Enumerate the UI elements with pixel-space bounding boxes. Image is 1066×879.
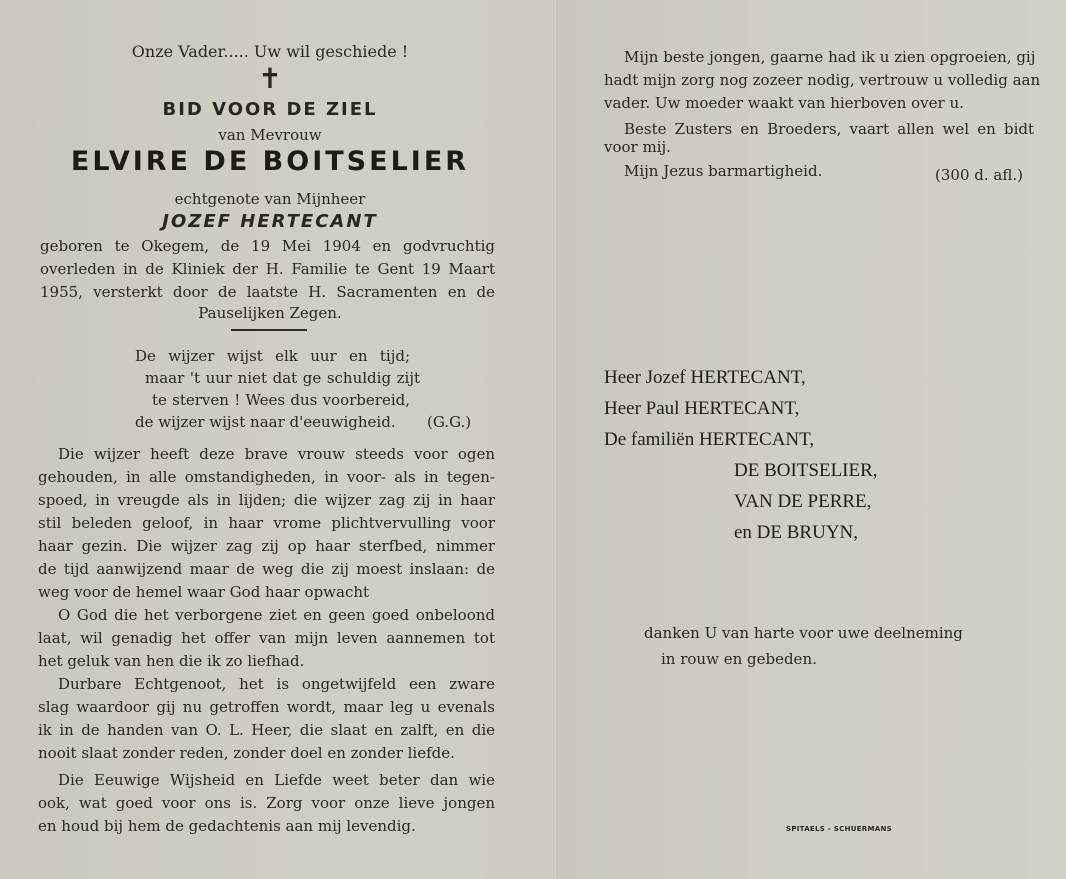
thanks-line: in rouw en gebeden. — [661, 650, 817, 668]
paragraph-line: laat, wil genadig het offer van mijn leven aannemen tot — [38, 629, 495, 647]
paragraph-line: O God die het verborgene ziet en geen goed onbeloond — [58, 606, 495, 624]
paragraph-line: voor mij. — [604, 138, 671, 156]
poem-line: De wijzer wijst elk uur en tijd; — [135, 347, 410, 365]
paragraph-line: hadt mijn zorg nog zozeer nodig, vertrouw u volledig aan — [604, 71, 1041, 89]
bio-last-line: Pauselijken Zegen. — [198, 304, 342, 322]
paragraph-line: Mijn beste jongen, gaarne had ik u zien opgroeien, gij — [624, 48, 1036, 66]
paragraph-line: ik in de handen van O. L. Heer, die slaat en zalft, en die — [38, 721, 495, 739]
motto: Onze Vader..... Uw wil geschiede ! — [131, 42, 409, 61]
indulgence-note: (300 d. afl.) — [935, 166, 1023, 184]
family-line: Heer Jozef HERTECANT, — [604, 367, 806, 388]
poem-line: de wijzer wijst naar d'eeuwigheid. — [135, 413, 396, 431]
paragraph-line: Durbare Echtgenoot, het is ongetwijfeld een zware — [58, 675, 495, 693]
bid-voor-heading: BID VOOR DE ZIEL — [162, 99, 378, 120]
echtgenote-line: echtgenote van Mijnheer — [174, 190, 366, 208]
paragraph-line: nooit slaat zonder reden, zonder doel en zonder liefde. — [38, 744, 455, 762]
deceased-name: ELVIRE DE BOITSELIER — [70, 146, 470, 177]
paragraph-line: de tijd aanwijzend maar de weg die zij moest inslaan: de — [38, 560, 495, 578]
bio-line: geboren te Okegem, de 19 Mei 1904 en godvruchtig — [40, 237, 495, 255]
paragraph-line: het geluk van hen die ik zo liefhad. — [38, 652, 305, 670]
family-line: Heer Paul HERTECANT, — [604, 398, 800, 419]
prayer-line: Mijn Jezus barmartigheid. — [624, 162, 823, 180]
printer-mark: SPITAELS - SCHUERMANS — [786, 825, 892, 833]
bio-line: overleden in de Kliniek der H. Familie te Gent 19 Maart — [40, 260, 495, 278]
paragraph-line: haar gezin. Die wijzer zag zij op haar sterfbed, nimmer — [38, 537, 495, 555]
divider-rule — [231, 329, 307, 331]
family-line: DE BOITSELIER, — [734, 460, 878, 481]
paragraph-line: en houd bij hem de gedachtenis aan mij levendig. — [38, 817, 416, 835]
paragraph-line: weg voor de hemel waar God haar opwacht — [38, 583, 370, 601]
paragraph-line: ook, wat goed voor ons is. Zorg voor onze lieve jongen — [38, 794, 495, 812]
cross-icon: ✝ — [258, 62, 282, 95]
paragraph-line: Die wijzer heeft deze brave vrouw steeds voor ogen — [58, 445, 495, 463]
paragraph-line: gehouden, in alle omstandigheden, in voor- als in tegen- — [38, 468, 495, 486]
poem-line: te sterven ! Wees dus voorbereid, — [152, 391, 410, 409]
family-line: VAN DE PERRE, — [734, 491, 872, 512]
family-line: en DE BRUYN, — [734, 522, 859, 543]
paragraph-line: Die Eeuwige Wijsheid en Liefde weet beter dan wie — [58, 771, 495, 789]
poem-line: maar 't uur niet dat ge schuldig zijt — [145, 369, 420, 387]
van-mevrouw: van Mevrouw — [218, 126, 322, 144]
bio-line: 1955, versterkt door de laatste H. Sacramenten en de — [40, 283, 495, 301]
paragraph-line: vader. Uw moeder waakt van hierboven over u. — [604, 94, 964, 112]
paragraph-line: slag waardoor gij nu getroffen wordt, maar leg u evenals — [38, 698, 495, 716]
husband-name: JOZEF HERTECANT — [162, 211, 378, 232]
paragraph-line: Beste Zusters en Broeders, vaart allen wel en bidt — [624, 120, 1034, 138]
poem-source: (G.G.) — [427, 413, 472, 431]
paragraph-line: spoed, in vreugde als in lijden; die wijzer zag zij in haar — [38, 491, 495, 509]
thanks-line: danken U van harte voor uwe deelneming — [644, 624, 963, 642]
family-line: De familiën HERTECANT, — [604, 429, 815, 450]
paragraph-line: stil beleden geloof, in haar vrome plichtvervulling voor — [38, 514, 495, 532]
card-fold — [553, 0, 557, 879]
